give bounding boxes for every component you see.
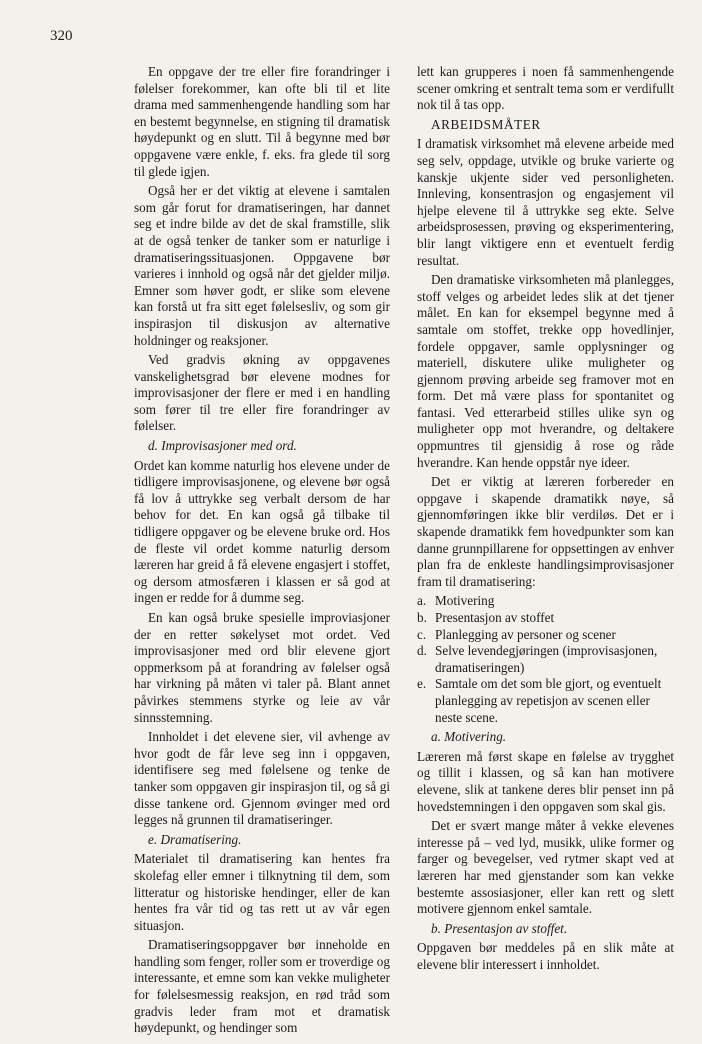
paragraph: Materialet til dramatisering kan hentes fra skolefag eller emner i tilknytning til dem, som litteratur og historiske hendinger, eller de kan hentes fra vår tid og tas rett ut av vår egen situasjon. bbox=[134, 851, 390, 933]
section-heading-b: b. Presentasjon av stoffet. bbox=[431, 920, 568, 936]
list-item bbox=[417, 593, 674, 610]
paragraph: Innholdet i det elevene sier, vil avhenge av hvor godt de får leve seg inn i oppgaven, identifisere seg med følelsene og tenke de tanker som oppgaven gir inspirasjon til, og så gi disse tankene ord. Gjennom øvinger med ord legges nå grunnen til dramatiseringer. bbox=[134, 729, 390, 828]
list-letter: d. bbox=[417, 643, 427, 659]
paragraph: Oppgaven bør meddeles på en slik måte at elevene blir interessert i innholdet. bbox=[417, 940, 674, 972]
paragraph: Ved gradvis økning av oppgavenes vanskelighetsgrad bør elevene modnes for improvisasjoner der flere er med i en handling som fører til tre eller fire forandringer av følelser. bbox=[134, 352, 390, 434]
section-heading-e: e. Dramatisering. bbox=[148, 831, 242, 847]
list-text: Motivering bbox=[435, 593, 495, 609]
paragraph: Det er svært mange måter å vekke elevenes interesse på – ved lyd, musikk, ulike former og farger og bevegelser, ved rytmer skapt ved at læreren har med gjenstander som kan vekke bestemte assosiasjoner, eller kan rett og slett motivere gjennom enkel samtale. bbox=[417, 818, 674, 917]
list-item bbox=[417, 676, 674, 726]
list-text: Planlegging av personer og scener bbox=[435, 626, 616, 642]
list-text: Selve levendegjøringen (improvisasjonen, dramatiseringen) bbox=[435, 643, 658, 675]
paragraph: Også her er det viktig at elevene i samtalen som går forut for dramatiseringen, har dannet seg et indre bilde av det de skal framstille, slik at de også tenker de tanker som er naturlige i dramatiseringssituasjonen. Oppgavene bør varieres i innhold og også når det gjelder miljø. Emner som høver godt, er slike som elevene kan forstå ut fra sitt eget følelsesliv, og som gir inspirasjon til diskusjon av alternative holdninger og reaksjoner. bbox=[134, 183, 390, 348]
paragraph: Den dramatiske virksomheten må planlegges, stoff velges og arbeidet ledes slik at det tjener målet. En kan for eksempel begynne med å samtale om stoffet, trekke opp hovedlinjer, fordele oppgaver, samle opplysninger og materiell, diskutere ulike muligheter og gjennom prøving arbeide seg framover mot en form. Det må være plass for spontanitet og fantasi. Ved etterarbeid stilles ulike syn og muligheter opp mot hverandre, og deltakere oppmuntres til gjensidig å rose og råde hverandre. Kan hende oppstår nye ideer. bbox=[417, 272, 674, 470]
paragraph: Læreren må først skape en følelse av trygghet og tillit i klassen, og så kan han motivere elevene, slik at tankene deres blir penset inn på hovedstemningen i den oppgaven som skal gis. bbox=[417, 748, 674, 814]
list-text: Presentasjon av stoffet bbox=[435, 610, 555, 625]
page-number: 320 bbox=[50, 28, 73, 44]
paragraph-continuation: lett kan grupperes i noen få sammenhengende scener omkring et sentralt tema som er verdifullt nok til å tas opp. bbox=[417, 64, 674, 113]
paragraph: En kan også bruke spesielle improviasjoner der en retter søkelyset mot ordet. Ved improvisasjoner med ord blir elevene gjort oppmerksom på at forandring av følelser også har virkning på måten vi taler på. Blant annet påvirkes stemmens styrke og leie av vår sinnsstemning. bbox=[134, 610, 390, 725]
list-text: Samtale om det som ble gjort, og eventuelt planlegging av repetisjon av scenen eller neste scene. bbox=[435, 676, 662, 725]
section-heading-a: a. Motivering. bbox=[431, 729, 507, 745]
list-letter: b. bbox=[417, 610, 427, 625]
section-title: ARBEIDSMÅTER bbox=[431, 116, 541, 132]
right-column bbox=[417, 64, 674, 976]
section-heading-d: d. Improvisasjoner med ord. bbox=[148, 438, 297, 454]
list-letter: a. bbox=[417, 593, 427, 609]
list-item bbox=[417, 610, 674, 627]
steps-list bbox=[417, 593, 674, 726]
list-letter: c. bbox=[417, 626, 427, 642]
list-item bbox=[417, 627, 674, 644]
list-item bbox=[417, 643, 674, 676]
paragraph: I dramatisk virksomhet må elevene arbeide med seg selv, oppdage, utvikle og bruke varierte og kanskje ukjente sider ved personligheten. Innleving, konsentrasjon og engasjement vil hjelpe elevene til å uttrykke seg ekte. Selve arbeidsprosessen, prøving og eksperimentering, blir langt viktigere enn et eventuelt ferdig resultat. bbox=[417, 136, 674, 268]
paragraph: Det er viktig at læreren forbereder en oppgave i skapende dramatikk nøye, så gjennomføringen ikke blir verdiløs. Det er i skapende dramatikk fem hovedpunkter som kan danne grunnpillarene for oppsettingen av enhver plan fra de enkleste handlingsimprovisasjoner fram til dramatisering: bbox=[417, 474, 674, 589]
list-letter: e. bbox=[417, 676, 427, 692]
paragraph: Dramatiseringsoppgaver bør inneholde en handling som fenger, roller som er troverdige og interessante, et emne som kan vekke muligheter for følelsesmessig reaksjon, en rød tråd som gradvis leder fram mot et dramatisk høydepunkt, og hendinger som bbox=[134, 937, 390, 1036]
paragraph: En oppgave der tre eller fire forandringer i følelser forekommer, kan ofte bli til et lite drama med sammenhengende handling som har en bestemt begynnelse, en stigning til dramatisk høydepunkt og en slutt. Til å begynne med bør oppgavene være enkle, f. eks. fra glede til sorg til glede igjen. bbox=[134, 64, 390, 179]
paragraph: Ordet kan komme naturlig hos elevene under de tidligere improvisasjonene, og elevene bør også få lov å uttrykke seg verbalt dersom de har behov for det. En kan også gå tilbake til tidligere oppgaver og be elevene bruke ord. Hos de fleste vil ordet komme naturlig dersom læreren har greid å få elevene engasjert i stoffet, og dersom atmosfæren i klassen er så god at ingen er redde for å dumme seg. bbox=[134, 457, 390, 606]
left-column bbox=[134, 64, 390, 1040]
